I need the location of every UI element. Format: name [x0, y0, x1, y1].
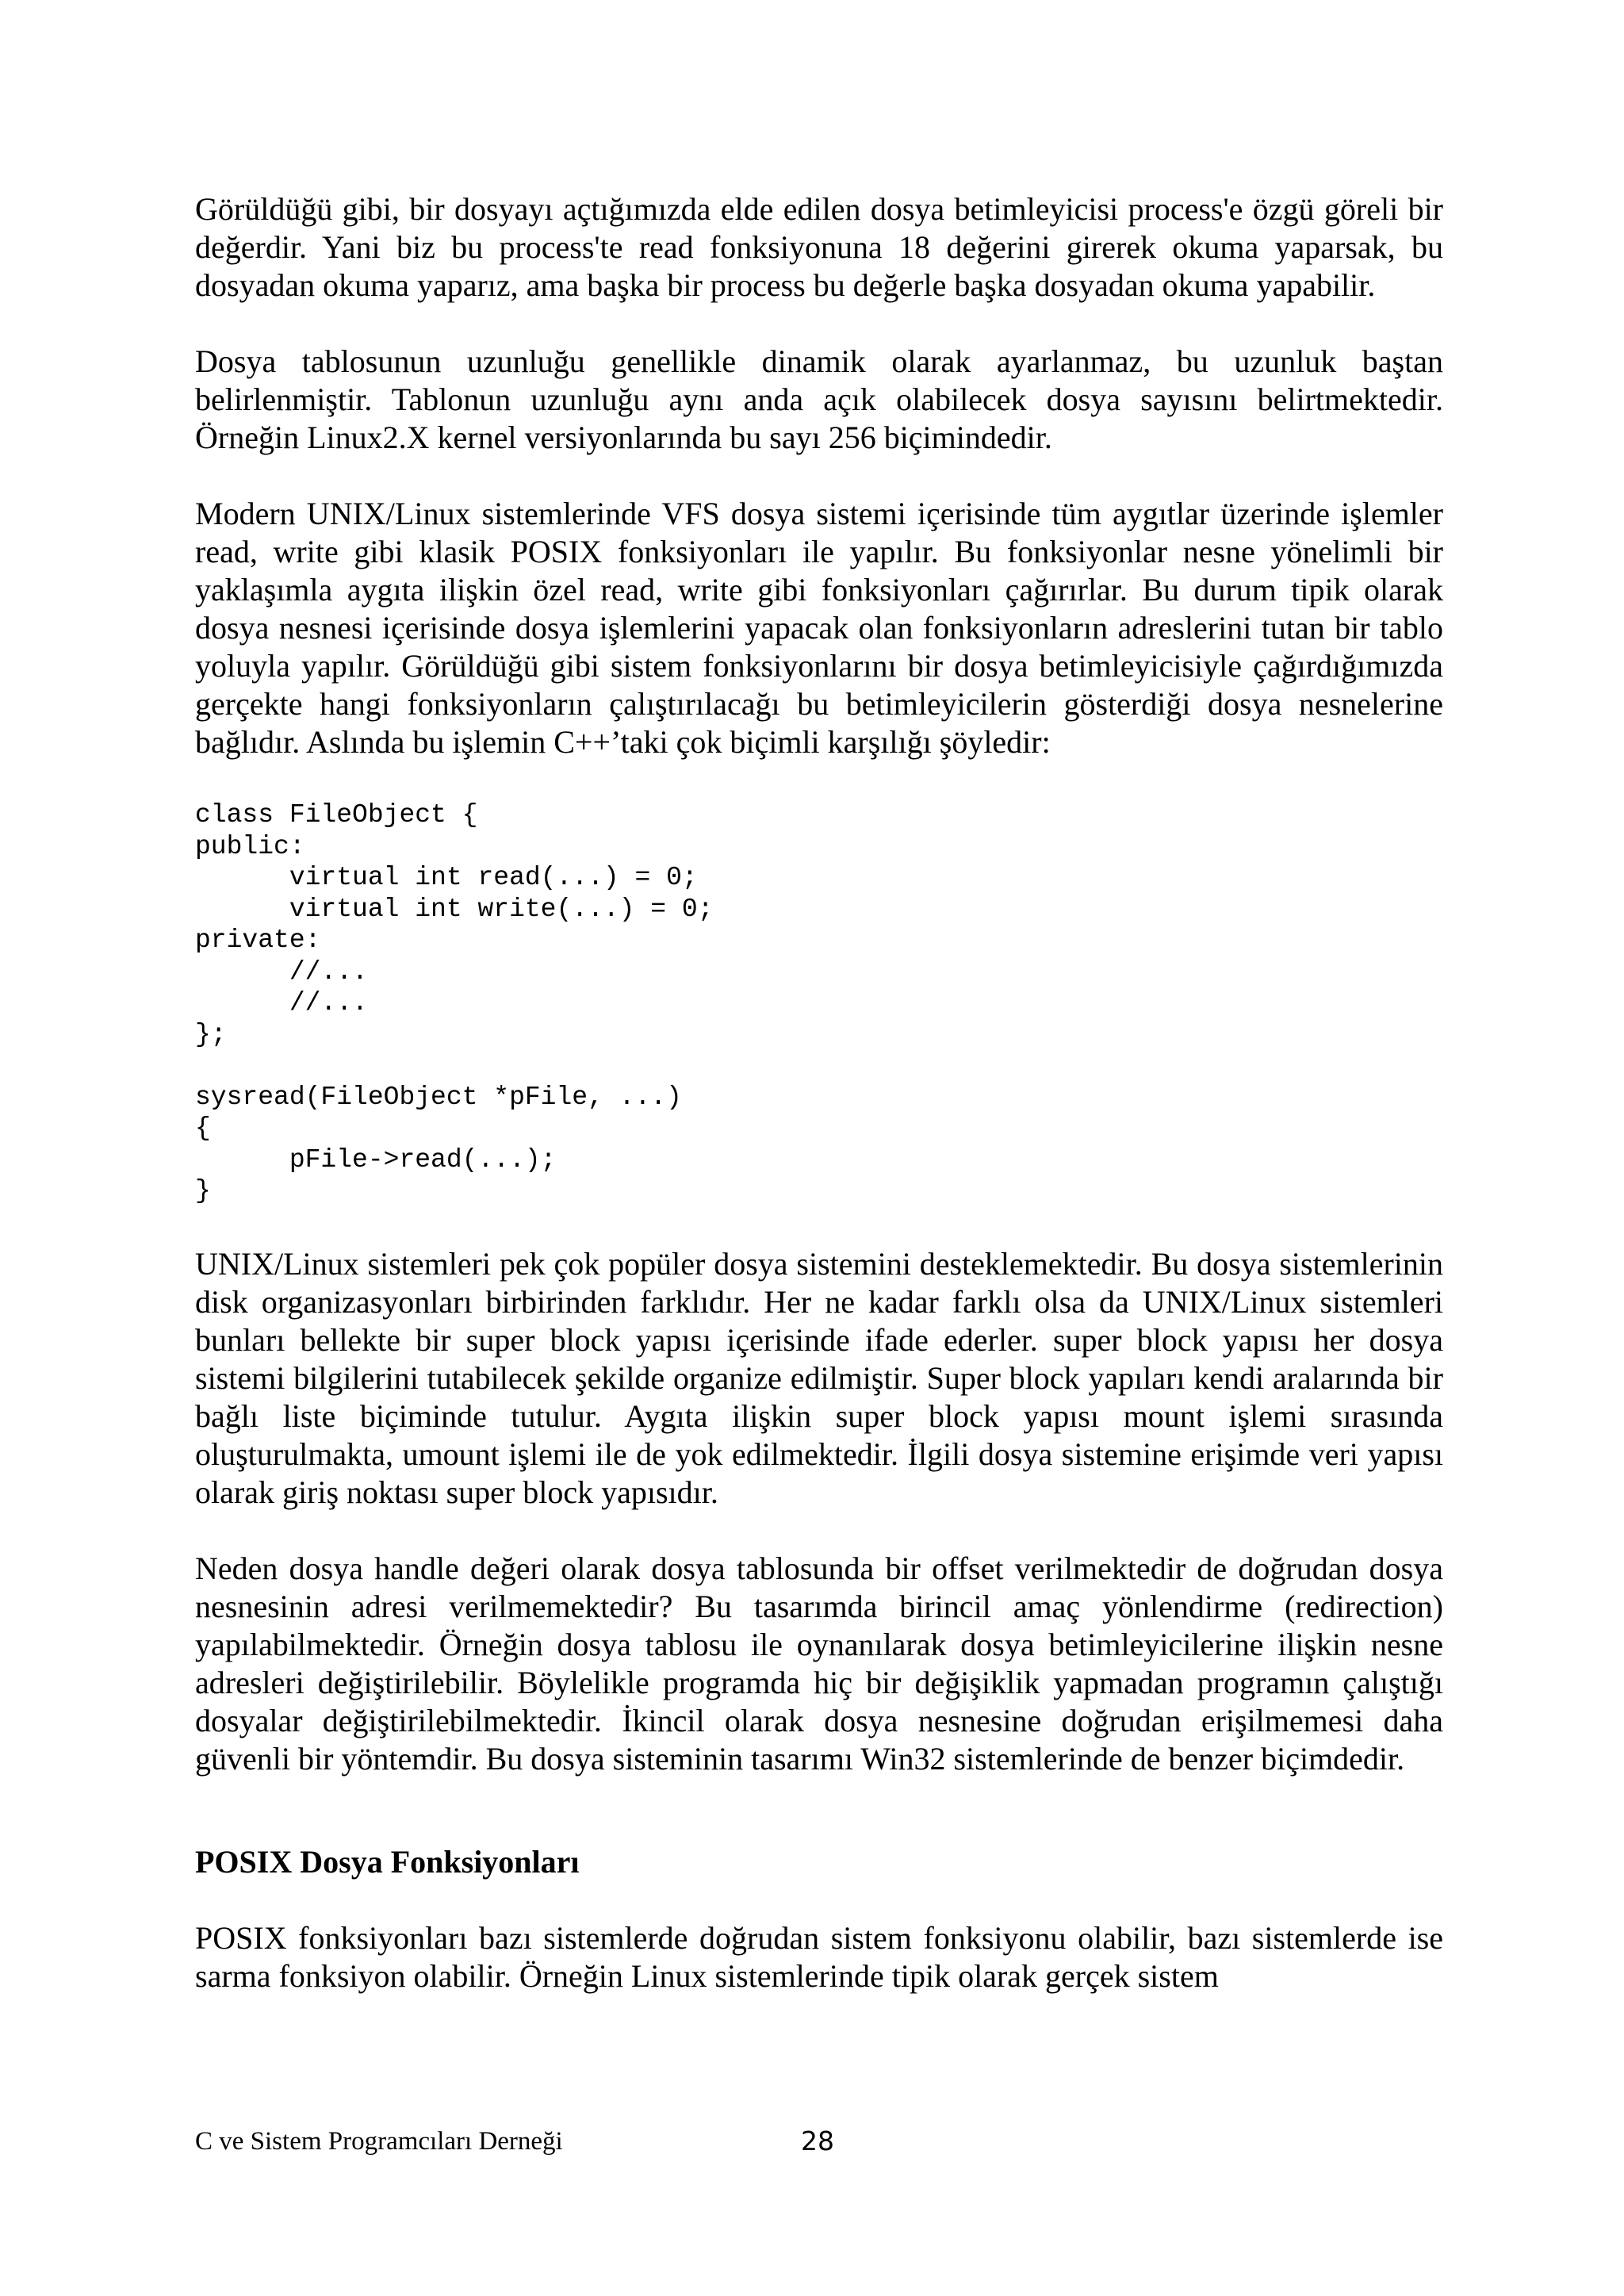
- section-heading: POSIX Dosya Fonksiyonları: [195, 1843, 580, 1880]
- footer-organization: C ve Sistem Programcıları Derneği: [195, 2127, 563, 2156]
- footer-page-number: 28: [801, 2125, 834, 2156]
- paragraph-vfs-posix: Modern UNIX/Linux sistemlerinde VFS dosya sistemi içerisinde tüm aygıtlar üzerinde işlemler read, write gibi klasik POSIX fonksiyonları ile yapılır. Bu fonksiyonlar nesne yönelimli bir yaklaşımla aygıta ilişkin özel read, write gibi fonksiyonları çağırırlar. Bu durum tipik olarak dosya nesnesi içerisinde dosya işlemlerini yapacak olan fonksiyonların adreslerini tutan bir tablo yoluyla yapılır. Görüldüğü gibi sistem fonksiyonlarını bir dosya betimleyicisiyle çağırdığımızda gerçekte hangi fonksiyonların çalıştırılacağı bu betimleyicilerin gösterdiği dosya nesnelerine bağlıdır. Aslında bu işlemin C++’taki çok biçimli karşılığı şöyledir:: [195, 496, 1443, 760]
- paragraph-super-block: UNIX/Linux sistemleri pek çok popüler dosya sistemini desteklemektedir. Bu dosya sistemlerinin disk organizasyonları birbirinden farklıdır. Her ne kadar farklı olsa da UNIX/Linux sistemleri bunları bellekte bir super block yapısı içerisinde ifade ederler. super block yapısı her dosya sistemi bilgilerini tutabilecek şekilde organize edilmiştir. Super block yapıları kendi aralarında bir bağlı liste biçiminde tutulur. Aygıta ilişkin super block yapısı mount işlemi sırasında oluşturulmakta, umount işlemi ile de yok edilmektedir. İlgili dosya sistemine erişimde veri yapısı olarak giriş noktası super block yapısıdır.: [195, 1245, 1443, 1510]
- paragraph-redirection: Neden dosya handle değeri olarak dosya tablosunda bir offset verilmektedir de doğrudan dosya nesnesinin adresi verilmemektedir? Bu tasarımda birincil amaç yönlendirme (redirection) yapılabilmektedir. Örneğin dosya tablosu ile oynanılarak dosya betimleyicilerine ilişkin nesne adresleri değiştirilebilir. Böylelikle programda hiç bir değişiklik yapmadan programın çalıştığı dosyalar değiştirilebilmektedir. İkincil olarak dosya nesnesine doğrudan erişilmemesi daha güvenli bir yöntemdir. Bu dosya sisteminin tasarımı Win32 sistemlerinde de benzer biçimdedir.: [195, 1550, 1443, 1777]
- code-block-fileobject: class FileObject { public: virtual int read(...) = 0; virtual int write(...) = 0; private: //... //... }; sysread(FileObject *pFile, ...) { pFile->read(...); }: [195, 800, 714, 1205]
- paragraph-file-descriptor-relative: Görüldüğü gibi, bir dosyayı açtığımızda elde edilen dosya betimleyicisi process'e özgü göreli bir değerdir. Yani biz bu process'te read fonksiyonuna 18 değerini girerek okuma yaparsak, bu dosyadan okuma yaparız, ama başka bir process bu değerle başka dosyadan okuma yapabilir.: [195, 191, 1443, 303]
- document-page: [195, 190, 1443, 1995]
- paragraph-file-table-length: Dosya tablosunun uzunluğu genellikle dinamik olarak ayarlanmaz, bu uzunluk baştan belirlenmiştir. Tablonun uzunluğu aynı anda açık olabilecek dosya sayısını belirtmektedir. Örneğin Linux2.X kernel versiyonlarında bu sayı 256 biçimindedir.: [195, 343, 1443, 455]
- paragraph-posix-functions: POSIX fonksiyonları bazı sistemlerde doğrudan sistem fonksiyonu olabilir, bazı sistemlerde ise sarma fonksiyon olabilir. Örneğin Linux sistemlerinde tipik olarak gerçek sistem: [195, 1919, 1443, 1994]
